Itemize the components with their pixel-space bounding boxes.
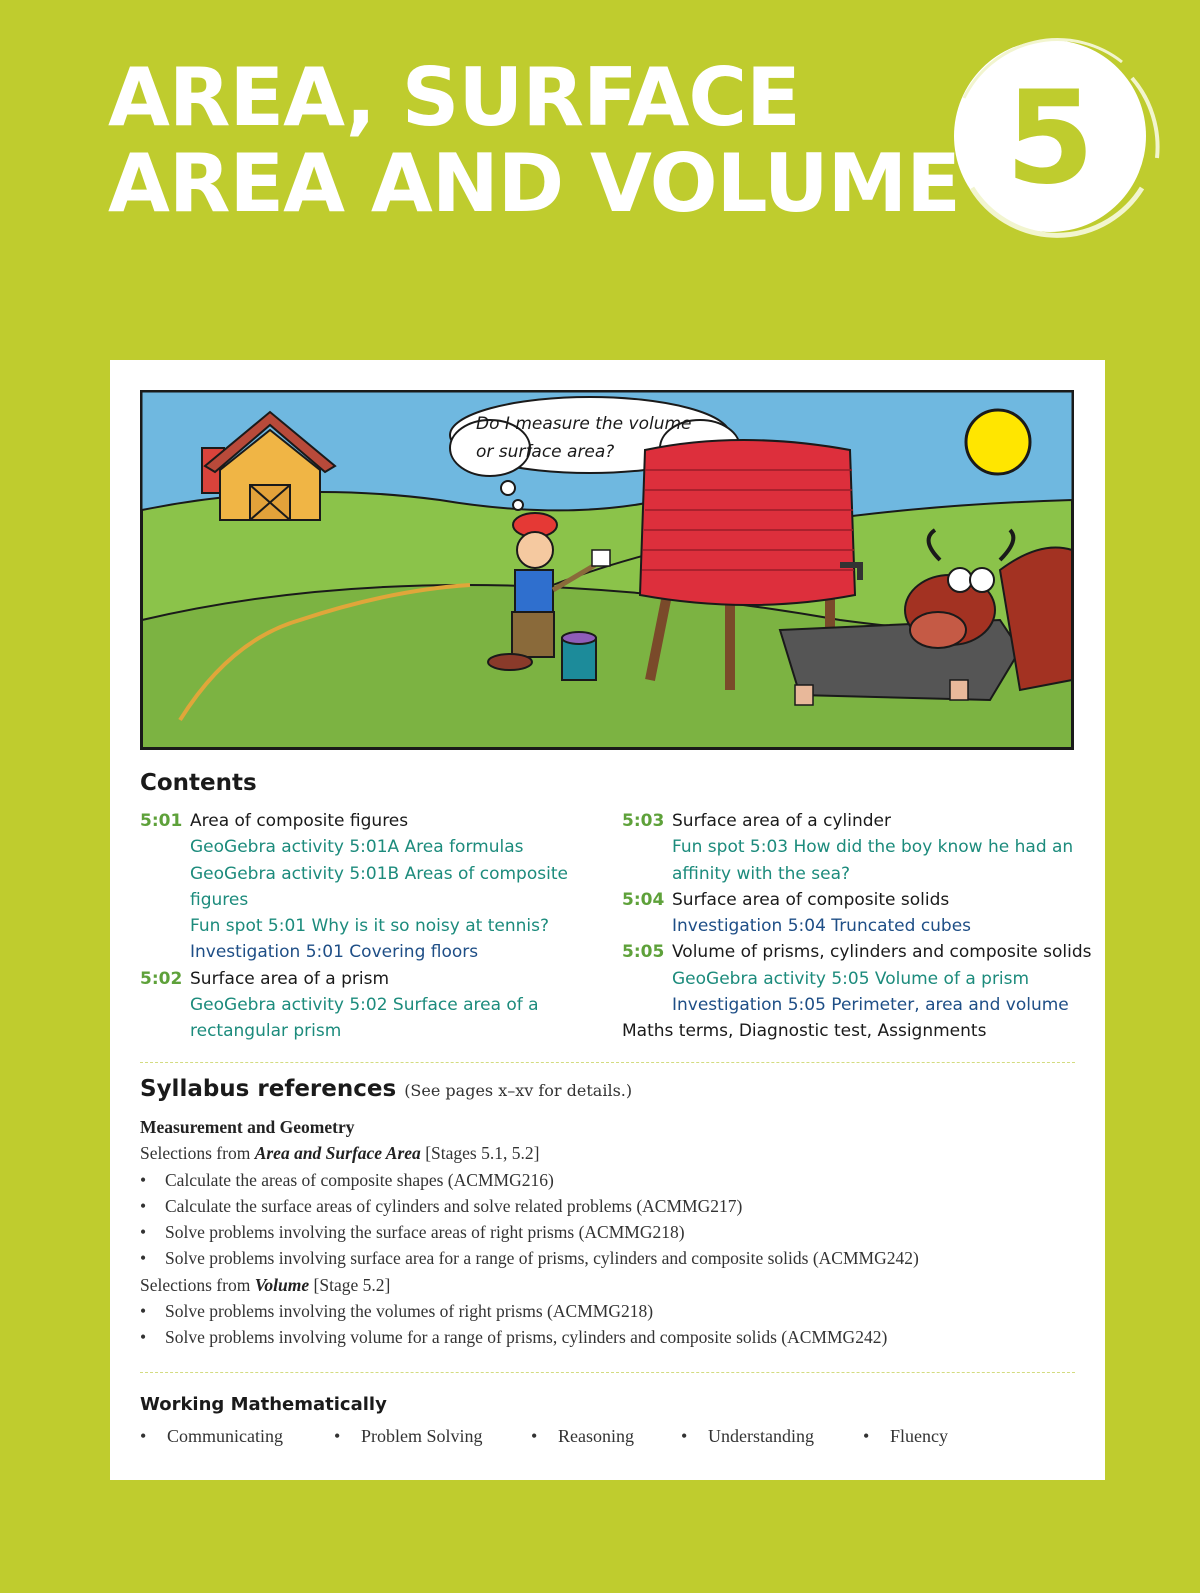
toc-section-number: 5:01 — [140, 811, 183, 831]
wm-item-text: Communicating — [167, 1426, 283, 1446]
chapter-number: 5 — [1005, 63, 1095, 213]
thought-text-line-2: or surface area? — [476, 442, 615, 462]
syllabus-note: (See pages x–xv for details.) — [404, 1081, 633, 1100]
toc-sub-item[interactable]: Fun spot 5:03 How did the boy know he had an affinity with the sea? — [672, 837, 1074, 884]
syllabus-item-text: Solve problems involving the volumes of right prisms (ACMMG218) — [165, 1301, 654, 1322]
wm-item-text: Problem Solving — [361, 1426, 483, 1446]
content-card — [110, 360, 1105, 1480]
toc-sub-item[interactable]: Investigation 5:05 Perimeter, area and volume — [672, 995, 1069, 1016]
toc-section-5-04[interactable] — [622, 887, 1092, 913]
selection-heading-area — [140, 1140, 1080, 1166]
divider — [140, 1062, 1075, 1063]
toc-section-5-02[interactable] — [140, 966, 590, 992]
toc-section-number: 5:04 — [622, 889, 665, 910]
bullet-icon: • — [531, 1426, 538, 1446]
selection-prefix: Selections from — [140, 1274, 255, 1295]
contents-left-column — [140, 808, 590, 1045]
syllabus-item — [140, 1167, 1080, 1193]
bullet-icon: • — [140, 1426, 147, 1446]
wm-item-text: Understanding — [708, 1426, 814, 1446]
wm-item-text: Fluency — [890, 1426, 948, 1446]
toc-sub-item[interactable]: Investigation 5:01 Covering floors — [190, 942, 479, 963]
syllabus-item — [140, 1193, 1080, 1219]
toc-section-title: Surface area of a prism — [190, 968, 390, 989]
chapter-title — [108, 51, 960, 230]
selection-stage: [Stage 5.2] — [309, 1274, 391, 1295]
bullet-icon: • — [140, 1222, 147, 1243]
wm-item — [531, 1426, 681, 1447]
working-mathematically-list — [140, 1426, 1080, 1447]
bullet-icon: • — [681, 1426, 688, 1446]
selection-heading-volume — [140, 1272, 1080, 1298]
syllabus-body — [140, 1114, 1080, 1351]
toc-section-number: 5:03 — [622, 811, 665, 831]
bullet-icon: • — [140, 1169, 147, 1190]
divider — [140, 1372, 1075, 1373]
toc-sub-item[interactable]: GeoGebra activity 5:01B Areas of composite figures — [190, 863, 568, 910]
toc-sub-item[interactable]: GeoGebra activity 5:01A Area formulas — [190, 837, 524, 858]
toc-section-number: 5:02 — [140, 968, 183, 989]
selection-topic: Area and Surface Area — [254, 1143, 421, 1164]
toc-sub-item[interactable]: Fun spot 5:01 Why is it so noisy at tennis? — [190, 916, 549, 937]
syllabus-item — [140, 1298, 1080, 1324]
toc-section-5-01[interactable] — [140, 808, 590, 834]
toc-section-title: Volume of prisms, cylinders and composite solids — [672, 942, 1092, 963]
sun-icon — [966, 410, 1030, 474]
toc-section-5-03[interactable] — [622, 808, 1092, 834]
syllabus-item — [140, 1324, 1080, 1350]
selection-topic: Volume — [254, 1274, 310, 1295]
syllabus-heading — [140, 1076, 632, 1102]
syllabus-item — [140, 1245, 1080, 1271]
contents-heading: Contents — [140, 770, 257, 796]
wm-item — [140, 1426, 334, 1447]
selection-stage: [Stages 5.1, 5.2] — [420, 1143, 540, 1164]
toc-footer[interactable]: Maths terms, Diagnostic test, Assignments — [622, 1021, 987, 1042]
contents-right-column — [622, 808, 1092, 1045]
wm-item — [334, 1426, 531, 1447]
toc-section-5-05[interactable] — [622, 939, 1092, 965]
chapter-title-line-2: AREA AND VOLUME — [108, 137, 960, 230]
working-mathematically-heading: Working Mathematically — [140, 1394, 387, 1415]
toc-sub-item[interactable]: GeoGebra activity 5:02 Surface area of a rectangular prism — [190, 995, 539, 1042]
cartoon-illustration — [140, 390, 1074, 750]
selection-prefix: Selections from — [140, 1143, 255, 1164]
bullet-icon: • — [140, 1327, 147, 1348]
toc-sub-item[interactable]: GeoGebra activity 5:05 Volume of a prism — [672, 968, 1030, 989]
syllabus-item-text: Solve problems involving surface area for a range of prisms, cylinders and composite solids (ACMMG242) — [165, 1248, 919, 1269]
syllabus-item-text: Solve problems involving the surface areas of right prisms (ACMMG218) — [165, 1222, 685, 1243]
toc-section-title: Surface area of composite solids — [672, 889, 950, 910]
wm-item — [863, 1426, 948, 1447]
toc-sub-item[interactable]: Investigation 5:04 Truncated cubes — [672, 916, 972, 937]
syllabus-item-text: Calculate the areas of composite shapes (ACMMG216) — [165, 1169, 554, 1190]
thought-text-line-1: Do I measure the volume — [476, 414, 692, 434]
bullet-icon: • — [334, 1426, 341, 1446]
syllabus-item-text: Solve problems involving volume for a range of prisms, cylinders and composite solids (ACMMG242) — [165, 1327, 888, 1348]
toc-section-title: Surface area of a cylinder — [672, 811, 891, 831]
bullet-icon: • — [140, 1195, 147, 1216]
syllabus-heading-text: Syllabus references — [140, 1076, 397, 1102]
bullet-icon: • — [140, 1248, 147, 1269]
wm-item-text: Reasoning — [558, 1426, 634, 1446]
toc-section-title: Area of composite figures — [190, 811, 409, 831]
syllabus-item — [140, 1219, 1080, 1245]
bullet-icon: • — [140, 1301, 147, 1322]
syllabus-item-text: Calculate the surface areas of cylinders and solve related problems (ACMMG217) — [165, 1195, 743, 1216]
toc-section-number: 5:05 — [622, 942, 665, 963]
wm-item — [681, 1426, 863, 1447]
chapter-title-line-1: AREA, SURFACE — [108, 51, 800, 144]
bullet-icon: • — [863, 1426, 870, 1446]
syllabus-strand: Measurement and Geometry — [140, 1117, 355, 1137]
